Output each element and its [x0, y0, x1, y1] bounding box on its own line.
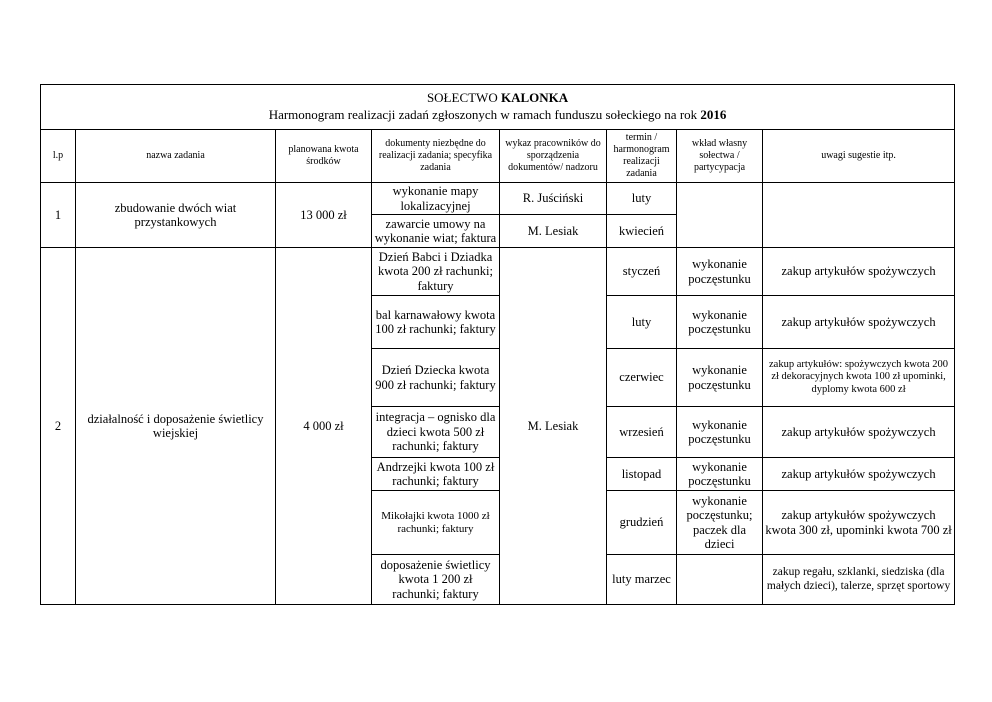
row1-docs-1: wykonanie mapy lokalizacyjnej: [372, 183, 500, 215]
row2-docs-4: integracja – ognisko dla dzieci kwota 500 zł rachunki; faktury: [372, 407, 500, 458]
row2-docs-1: Dzień Babci i Dziadka kwota 200 zł rachunki; faktury: [372, 248, 500, 296]
header-staff: wykaz pracowników do sporządzenia dokumentów/ nadzoru: [500, 130, 607, 183]
table-row: [41, 248, 955, 296]
table-row: [41, 183, 955, 215]
row2-notes-5: zakup artykułów spożywczych: [763, 458, 955, 491]
title-village-name: KALONKA: [500, 90, 569, 106]
row2-contribution-3: wykonanie poczęstunku: [677, 349, 763, 407]
header-term: termin / harmonogram realizacji zadania: [607, 130, 677, 183]
row1-contribution: [677, 183, 763, 248]
row1-staff-2: M. Lesiak: [500, 215, 607, 248]
row2-docs-3: Dzień Dziecka kwota 900 zł rachunki; faktury: [372, 349, 500, 407]
header-lp: l.p: [41, 130, 76, 183]
row1-term-2: kwiecień: [607, 215, 677, 248]
row1-docs-2: zawarcie umowy na wykonanie wiat; faktura: [372, 215, 500, 248]
row2-staff: M. Lesiak: [500, 248, 607, 605]
row2-task-name: działalność i doposażenie świetlicy wiejskiej: [76, 248, 276, 605]
row2-amount: 4 000 zł: [276, 248, 372, 605]
row2-term-1: styczeń: [607, 248, 677, 296]
row2-docs-6: Mikołajki kwota 1000 zł rachunki; faktury: [372, 491, 500, 555]
row2-notes-4: zakup artykułów spożywczych: [763, 407, 955, 458]
row2-term-3: czerwiec: [607, 349, 677, 407]
row2-term-7: luty marzec: [607, 555, 677, 605]
header-row: [41, 130, 955, 183]
row2-contribution-5: wykonanie poczęstunku: [677, 458, 763, 491]
header-amount: planowana kwota środków: [276, 130, 372, 183]
title-line1-prefix: SOŁECTWO: [426, 90, 501, 106]
header-documents: dokumenty niezbędne do realizacji zadania; specyfika zadania: [372, 130, 500, 183]
row2-contribution-7: [677, 555, 763, 605]
header-notes: uwagi sugestie itp.: [763, 130, 955, 183]
row2-notes-2: zakup artykułów spożywczych: [763, 296, 955, 349]
row1-staff-1: R. Juściński: [500, 183, 607, 215]
row2-notes-6: zakup artykułów spożywczych kwota 300 zł, upominki kwota 700 zł: [763, 491, 955, 555]
row2-contribution-6: wykonanie poczęstunku; paczek dla dzieci: [677, 491, 763, 555]
row2-term-6: grudzień: [607, 491, 677, 555]
title-year: 2016: [700, 107, 727, 122]
row2-docs-5: Andrzejki kwota 100 zł rachunki; faktury: [372, 458, 500, 491]
row2-docs-7: doposażenie świetlicy kwota 1 200 zł rachunki; faktury: [372, 555, 500, 605]
row2-docs-2: bal karnawałowy kwota 100 zł rachunki; faktury: [372, 296, 500, 349]
row2-term-2: luty: [607, 296, 677, 349]
row2-contribution-4: wykonanie poczęstunku: [677, 407, 763, 458]
document-title: [41, 85, 955, 130]
row2-notes-3: zakup artykułów: spożywczych kwota 200 zł dekoracyjnych kwota 100 zł upominki, dyplomy kwota 600 zł: [763, 349, 955, 407]
row2-term-4: wrzesień: [607, 407, 677, 458]
row2-notes-1: zakup artykułów spożywczych: [763, 248, 955, 296]
header-contribution: wkład własny sołectwa / partycypacja: [677, 130, 763, 183]
row2-notes-7: zakup regału, szklanki, siedziska (dla małych dzieci), talerze, sprzęt sportowy: [763, 555, 955, 605]
row2-lp: 2: [41, 248, 76, 605]
harmonogram-table: [40, 84, 955, 605]
row2-contribution-2: wykonanie poczęstunku: [677, 296, 763, 349]
row1-notes: [763, 183, 955, 248]
row1-term-1: luty: [607, 183, 677, 215]
row1-amount: 13 000 zł: [276, 183, 372, 248]
row2-term-5: listopad: [607, 458, 677, 491]
title-line2-prefix: Harmonogram realizacji zadań zgłoszonych w ramach funduszu sołeckiego na rok: [268, 107, 701, 122]
row1-lp: 1: [41, 183, 76, 248]
row1-task-name: zbudowanie dwóch wiat przystankowych: [76, 183, 276, 248]
header-task-name: nazwa zadania: [76, 130, 276, 183]
row2-contribution-1: wykonanie poczęstunku: [677, 248, 763, 296]
